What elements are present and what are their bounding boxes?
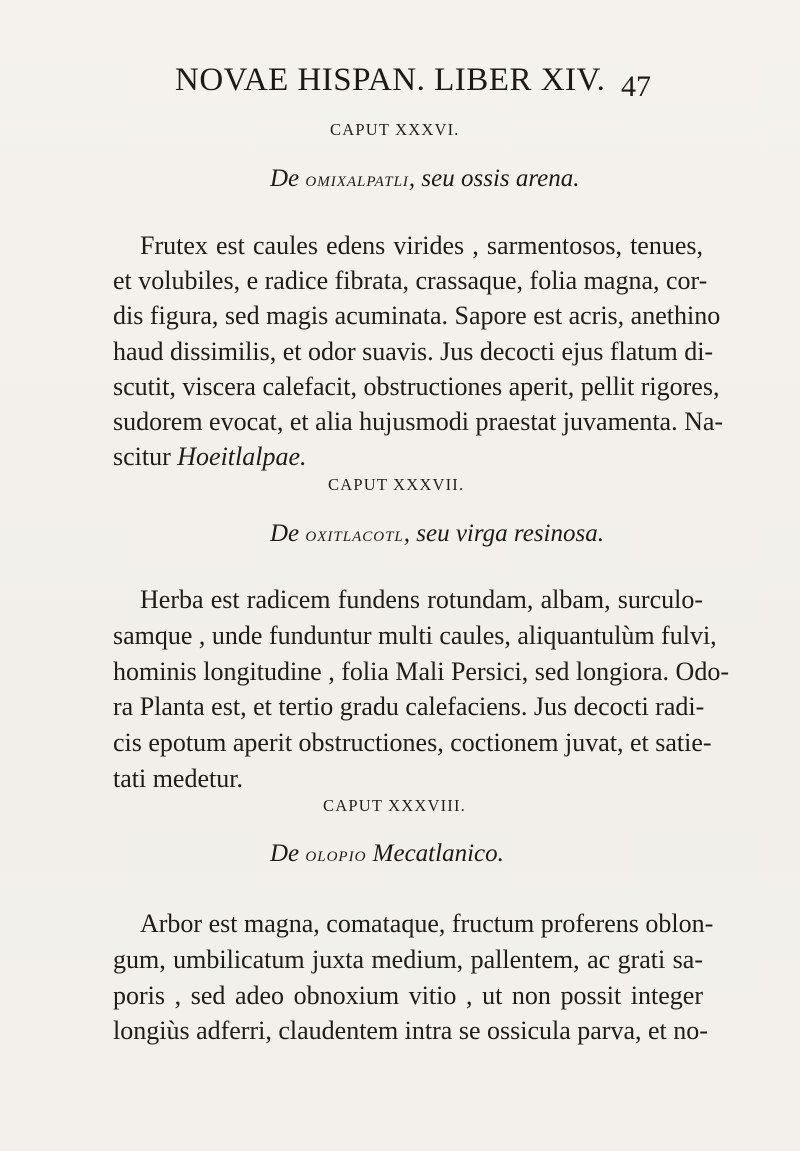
page-number: 47	[621, 70, 651, 103]
last-line-prefix: scitur	[113, 442, 171, 471]
plant-origin-italic: Hoeitlalpae.	[177, 442, 307, 471]
paragraph-line: et volubiles, e radice fibrata, crassaque, folia magna, cor-	[113, 266, 708, 295]
paragraph-line: Herba est radicem fundens rotundam, albam, surculo-	[140, 585, 703, 614]
paragraph-line: longiùs adferri, claudentem intra se ossicula parva, et no-	[113, 1016, 708, 1045]
title-suffix: Mecatlanico.	[372, 840, 504, 867]
title-prefix: De	[270, 840, 300, 867]
chapter-title-36	[270, 165, 580, 193]
paragraph-line: poris , sed adeo obnoxium vitio , ut non possit integer	[113, 981, 703, 1010]
plant-name: oxitlacotl	[305, 522, 404, 546]
plant-name: omixalpatli	[305, 167, 409, 191]
caput-heading-36: CAPUT XXXVI.	[330, 120, 460, 139]
title-suffix: , seu virga resinosa.	[403, 520, 604, 547]
chapter-title-38	[270, 840, 504, 868]
paragraph-line: scutit, viscera calefacit, obstructiones aperit, pellit rigores,	[113, 372, 720, 401]
paragraph-line: Arbor est magna, comataque, fructum proferens oblon-	[140, 909, 714, 938]
paragraph-line: dis figura, sed magis acuminata. Sapore est acris, anethino	[113, 301, 721, 330]
running-title: NOVAE HISPAN. LIBER XIV.	[175, 62, 606, 98]
title-prefix: De	[270, 165, 300, 192]
caput-heading-38: CAPUT XXXVIII.	[323, 796, 466, 815]
paragraph-line: sudorem evocat, et alia hujusmodi praestat juvamenta. Na-	[113, 407, 724, 436]
title-prefix: De	[270, 520, 300, 547]
title-suffix: , seu ossis arena.	[408, 165, 580, 192]
paragraph-last-line: tati medetur.	[113, 764, 243, 793]
paragraph-last-line	[113, 440, 703, 474]
caput-heading-37: CAPUT XXXVII.	[328, 475, 465, 494]
paragraph-line: haud dissimilis, et odor suavis. Jus decocti ejus flatum di-	[113, 337, 714, 366]
paragraph-line: samque , unde funduntur multi caules, aliquantulùm fulvi,	[113, 621, 717, 650]
paragraph-line: gum, umbilicatum juxta medium, pallentem, ac grati sa-	[113, 945, 703, 974]
plant-name: olopio	[305, 842, 367, 866]
paragraph-line: hominis longitudine , folia Mali Persici, sed longiora. Odo-	[113, 657, 729, 686]
paragraph-line: ra Planta est, et tertio gradu calefaciens. Jus decocti radi-	[113, 692, 705, 721]
paragraph-line: cis epotum aperit obstructiones, coctionem juvat, et satie-	[113, 728, 712, 757]
chapter-title-37	[270, 520, 604, 548]
paragraph-line: Frutex est caules edens virides , sarmentosos, tenues,	[140, 231, 703, 260]
